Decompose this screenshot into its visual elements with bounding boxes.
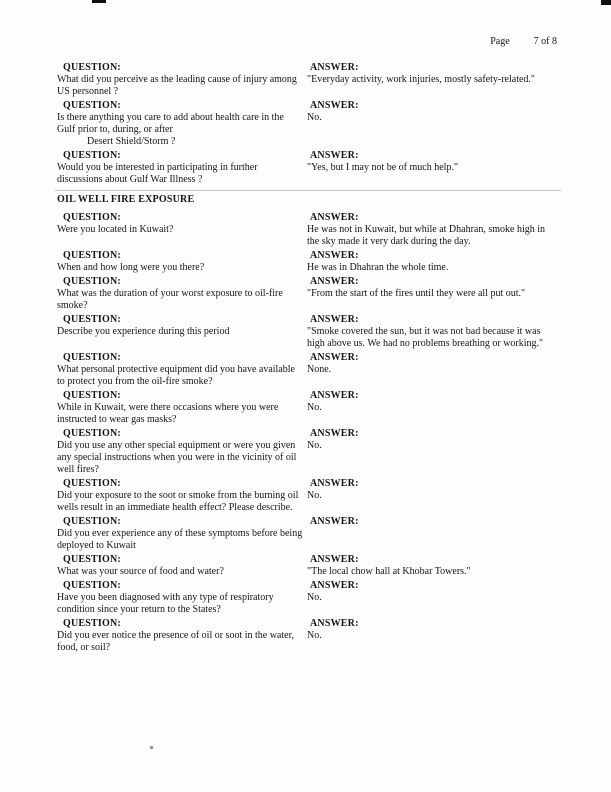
scan-artifact	[150, 746, 153, 749]
answer-label: ANSWER:	[310, 314, 359, 325]
qa-row	[57, 554, 559, 578]
question-text-continuation: Desert Shield/Storm ?	[87, 136, 176, 147]
question-text: Did your exposure to the soot or smoke from the burning oil wells result in an immediate health effect? Please describe.	[57, 490, 299, 513]
question-label: QUESTION:	[63, 390, 121, 401]
scan-artifact	[601, 0, 611, 5]
question-column	[57, 618, 307, 654]
question-label: QUESTION:	[63, 618, 121, 629]
question-column	[57, 314, 307, 350]
page-number	[490, 36, 557, 48]
document-content	[57, 62, 559, 656]
answer-column	[307, 250, 559, 274]
question-column	[57, 250, 307, 274]
answer-text: No.	[307, 490, 322, 501]
qa-row	[57, 212, 559, 248]
answer-label: ANSWER:	[310, 618, 359, 629]
question-column	[57, 516, 307, 552]
answer-column	[307, 212, 559, 248]
answer-column	[307, 390, 559, 426]
answer-text: "From the start of the fires until they were all put out."	[307, 288, 526, 299]
qa-row	[57, 314, 559, 350]
question-column	[57, 100, 307, 148]
question-label: QUESTION:	[63, 212, 121, 223]
answer-text: No.	[307, 440, 322, 451]
question-text: Describe you experience during this period	[57, 326, 230, 337]
question-label: QUESTION:	[63, 276, 121, 287]
question-text: What did you perceive as the leading cause of injury among US personnel ?	[57, 74, 297, 97]
question-label: QUESTION:	[63, 580, 121, 591]
answer-label: ANSWER:	[310, 478, 359, 489]
question-text: Did you use any other special equipment or were you given any special instructions when you were in the vicinity of oil well fires?	[57, 440, 297, 475]
scan-artifact	[92, 0, 106, 3]
question-label: QUESTION:	[63, 250, 121, 261]
question-label: QUESTION:	[63, 516, 121, 527]
question-column	[57, 580, 307, 616]
qa-row	[57, 478, 559, 514]
qa-row	[57, 618, 559, 654]
answer-label: ANSWER:	[310, 62, 359, 73]
question-label: QUESTION:	[63, 150, 121, 161]
answer-label: ANSWER:	[310, 580, 359, 591]
answer-label: ANSWER:	[310, 150, 359, 161]
qa-row	[57, 428, 559, 476]
answer-column	[307, 314, 559, 350]
answer-column	[307, 478, 559, 514]
question-text: Did you ever notice the presence of oil or soot in the water, food, or soil?	[57, 630, 295, 653]
question-text: Were you located in Kuwait?	[57, 224, 174, 235]
question-column	[57, 478, 307, 514]
answer-text: He was not in Kuwait, but while at Dhahran, smoke high in the sky made it very dark during the day.	[307, 224, 546, 247]
answer-label: ANSWER:	[310, 212, 359, 223]
answer-text: "Everyday activity, work injuries, mostly safety-related."	[307, 74, 536, 85]
answer-text: "Yes, but I may not be of much help."	[307, 162, 459, 173]
answer-text: None.	[307, 364, 332, 375]
qa-row	[57, 100, 559, 148]
answer-column	[307, 352, 559, 388]
qa-row	[57, 390, 559, 426]
answer-column	[307, 276, 559, 312]
question-label: QUESTION:	[63, 478, 121, 489]
answer-text: "Smoke covered the sun, but it was not bad because it was high above us. We had no problems breathing or working."	[307, 326, 544, 349]
question-text: What was your source of food and water?	[57, 566, 224, 577]
answer-text: No.	[307, 592, 322, 603]
question-label: QUESTION:	[63, 100, 121, 111]
answer-column	[307, 62, 559, 98]
page-label: Page	[490, 36, 510, 47]
question-label: QUESTION:	[63, 314, 121, 325]
question-text: While in Kuwait, were there occasions where you were instructed to wear gas masks?	[57, 402, 279, 425]
question-column	[57, 390, 307, 426]
question-text: Have you been diagnosed with any type of respiratory condition since your return to the States?	[57, 592, 274, 615]
answer-label: ANSWER:	[310, 428, 359, 439]
answer-column	[307, 150, 559, 186]
answer-column	[307, 100, 559, 148]
question-column	[57, 554, 307, 578]
question-text: What was the duration of your worst exposure to oil-fire smoke?	[57, 288, 283, 311]
qa-row	[57, 150, 559, 186]
question-text: Would you be interested in participating in further discussions about Gulf War Illness ?	[57, 162, 258, 185]
qa-row	[57, 516, 559, 552]
answer-label: ANSWER:	[310, 276, 359, 287]
qa-row	[57, 62, 559, 98]
answer-label: ANSWER:	[310, 352, 359, 363]
answer-column	[307, 580, 559, 616]
question-column	[57, 62, 307, 98]
answer-column	[307, 554, 559, 578]
answer-text: No.	[307, 112, 322, 123]
question-column	[57, 276, 307, 312]
answer-label: ANSWER:	[310, 100, 359, 111]
answer-text: He was in Dhahran the whole time.	[307, 262, 449, 273]
qa-row	[57, 352, 559, 388]
question-text: Did you ever experience any of these symptoms before being deployed to Kuwait	[57, 528, 303, 551]
question-label: QUESTION:	[63, 352, 121, 363]
question-text: What personal protective equipment did you have available to protect you from the oil-fire smoke?	[57, 364, 295, 387]
answer-column	[307, 618, 559, 654]
question-column	[57, 352, 307, 388]
answer-column	[307, 516, 559, 552]
question-column	[57, 212, 307, 248]
answer-column	[307, 428, 559, 476]
question-column	[57, 428, 307, 476]
question-label: QUESTION:	[63, 62, 121, 73]
answer-text: No.	[307, 630, 322, 641]
answer-text: No.	[307, 402, 322, 413]
question-column	[57, 150, 307, 186]
answer-label: ANSWER:	[310, 250, 359, 261]
question-text: Is there anything you care to add about health care in the Gulf prior to, during, or after	[57, 112, 284, 135]
section-title: OIL WELL FIRE EXPOSURE	[57, 194, 195, 205]
section-divider	[55, 190, 561, 191]
answer-label: ANSWER:	[310, 516, 359, 527]
qa-row	[57, 580, 559, 616]
qa-row	[57, 276, 559, 312]
question-text: When and how long were you there?	[57, 262, 205, 273]
question-label: QUESTION:	[63, 554, 121, 565]
answer-label: ANSWER:	[310, 390, 359, 401]
page-value: 7 of 8	[533, 36, 557, 47]
answer-text: "The local chow hall at Khobar Towers."	[307, 566, 471, 577]
answer-label: ANSWER:	[310, 554, 359, 565]
question-label: QUESTION:	[63, 428, 121, 439]
qa-row	[57, 250, 559, 274]
